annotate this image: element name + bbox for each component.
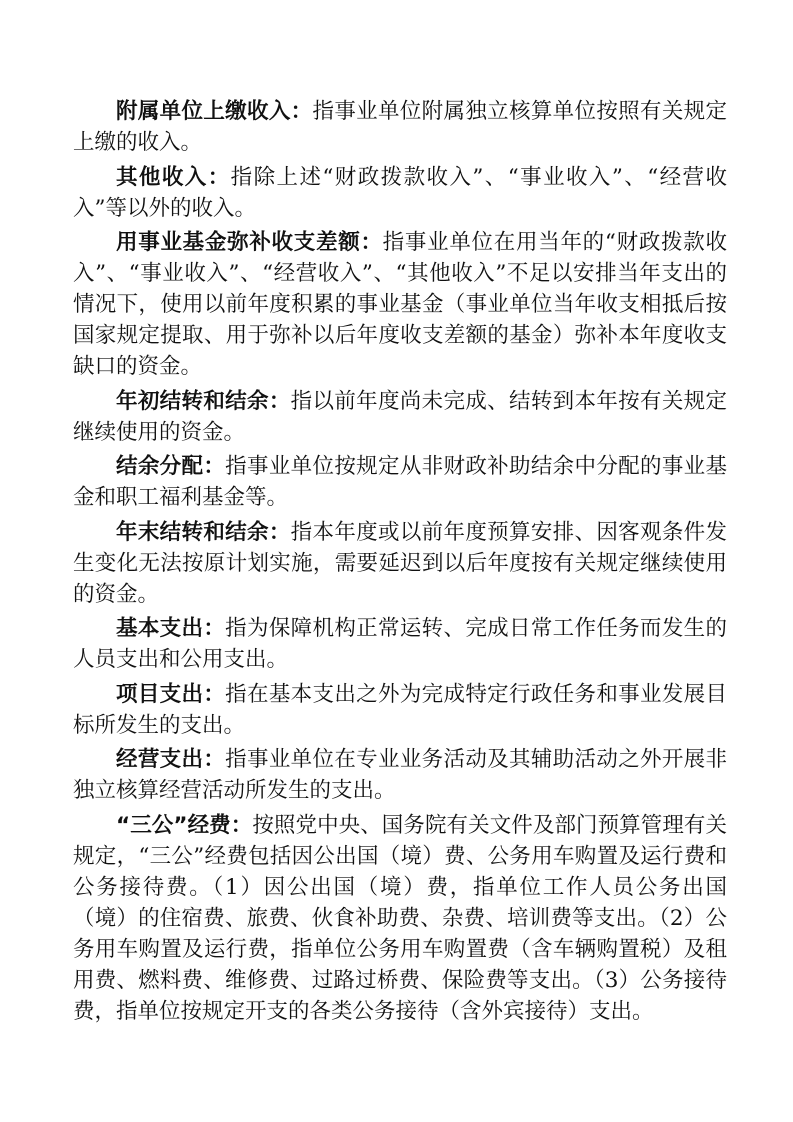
definition-paragraph — [73, 613, 727, 675]
definition-text: 指除上述“财政拨款收入”、“事业收入”、“经营收入”等以外的收入。 — [73, 164, 727, 221]
definition-term: 用事业基金弥补收支差额： — [116, 230, 383, 255]
definition-paragraph — [73, 386, 727, 448]
definition-paragraph — [73, 162, 727, 224]
definition-paragraph — [73, 517, 727, 610]
definition-text: 指事业单位在专业业务活动及其辅助活动之外开展非独立核算经营活动所发生的支出。 — [73, 747, 727, 803]
definition-text: 按照党中央、国务院有关文件及部门预算管理有关规定，“三公”经费包括因公出国（境）费、公务用车购置及运行费和公务接待费。（1）因公出国（境）费，指单位工作人员公务出国（境）的住宿费、旅费、伙食补助费、杂费、培训费等支出。（2）公务用车购置及运行费，指单位公务用车购置费（含车辆购置税）及租用费、燃料费、维修费、过路过桥费、保险费等支出。（3）公务接待费，指单位按规定开支的各类公务接待（含外宾接待）支出。 — [73, 812, 727, 1024]
definition-paragraph — [73, 810, 727, 1027]
definition-paragraph — [73, 227, 727, 382]
definition-paragraph — [73, 744, 727, 806]
definition-text: 指事业单位在用当年的“财政拨款收入”、“事业收入”、“经营收入”、“其他收入”不足以安排当年支出的情况下，使用以前年度积累的事业基金（事业单位当年收支相抵后按国家规定提取、用于弥补以后年度收支差额的基金）弥补本年度收支缺口的资金。 — [73, 230, 727, 379]
document-page — [73, 96, 727, 1030]
definition-term: 年末结转和结余： — [116, 519, 291, 545]
definition-term: 经营支出： — [116, 747, 226, 772]
definition-text: 指事业单位按规定从非财政补助结余中分配的事业基金和职工福利基金等。 — [73, 454, 727, 510]
definition-paragraph — [73, 679, 727, 741]
definition-term: 其他收入： — [116, 164, 231, 190]
definition-text: 指在基本支出之外为完成特定行政任务和事业发展目标所发生的支出。 — [73, 681, 727, 738]
definition-text: 指事业单位附属独立核算单位按照有关规定上缴的收入。 — [73, 99, 727, 155]
definition-term: 年初结转和结余： — [116, 388, 291, 414]
definition-term: 基本支出： — [116, 616, 226, 641]
definition-text: 指以前年度尚未完成、结转到本年按有关规定继续使用的资金。 — [73, 388, 727, 445]
definition-paragraph — [73, 451, 727, 513]
definition-term: 项目支出： — [116, 681, 226, 707]
definition-term: 附属单位上缴收入： — [116, 99, 313, 124]
definition-term: 结余分配： — [116, 454, 226, 479]
definition-text: 指本年度或以前年度预算安排、因客观条件发生变化无法按原计划实施，需要延迟到以后年度按有关规定继续使用的资金。 — [73, 519, 727, 607]
definition-term: “三公”经费： — [116, 812, 253, 838]
definition-paragraph — [73, 96, 727, 158]
definition-text: 指为保障机构正常运转、完成日常工作任务而发生的人员支出和公用支出。 — [73, 616, 727, 672]
